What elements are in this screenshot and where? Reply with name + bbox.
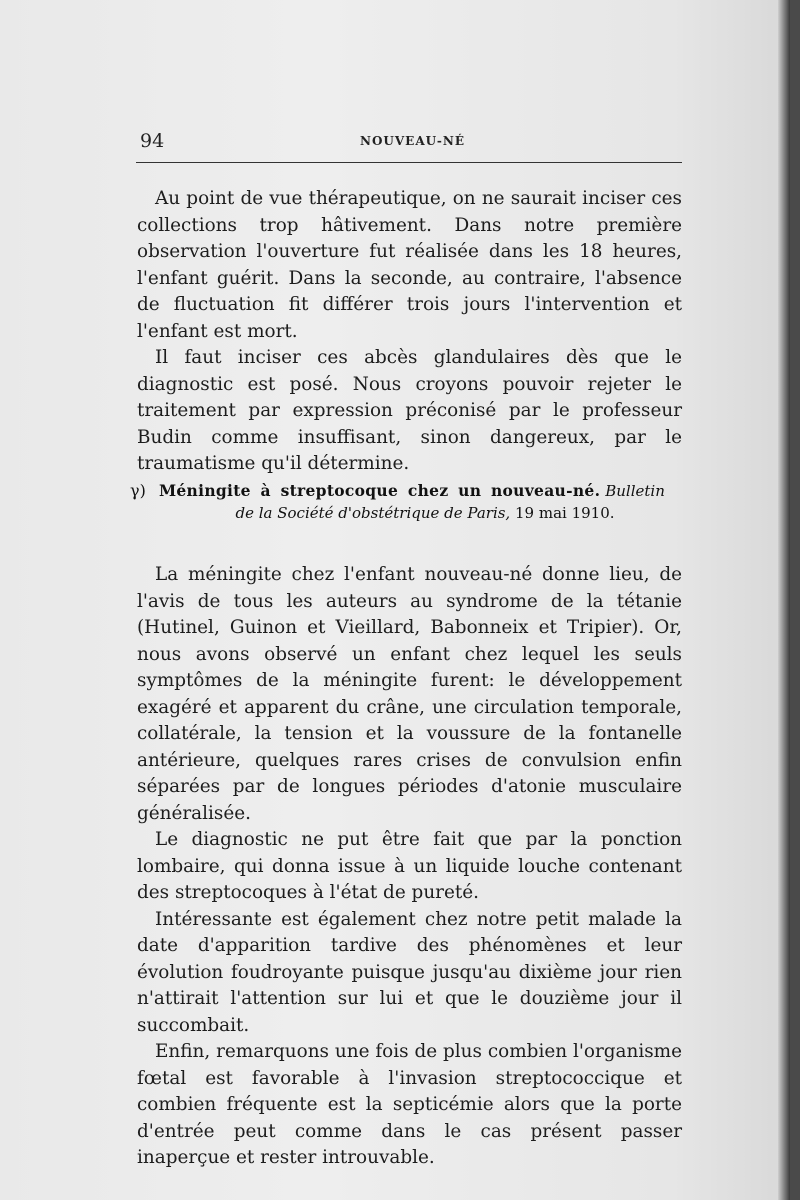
journal-name-start: Bulletin: [605, 482, 665, 500]
paragraph: Au point de vue thérapeutique, on ne saurait inciser ces collections trop hâtivement. Dans notre première observation l'ouverture fut réalisée dans les 18 heures, l'enfant guérit. Dans la seconde, au contraire, l'absence de fluctuation fit différer trois jours l'intervention et l'enfant est mort.: [137, 188, 682, 342]
paragraph: Il faut inciser ces abcès glandulaires dès que le diagnostic est posé. Nous croyons pouvoir rejeter le traitement par expression préconisé par le professeur Budin comme insuffisant, sinon dangereux, par le traumatisme qu'il détermine.: [137, 347, 682, 474]
section-marker: γ): [130, 481, 146, 500]
header-rule: [136, 162, 682, 163]
publication-date: 19 mai 1910.: [514, 504, 615, 522]
journal-name-rest: de la Société d'obstétrique de Paris,: [235, 504, 511, 522]
paragraph: La méningite chez l'enfant nouveau-né donne lieu, de l'avis de tous les auteurs au syndrome de la tétanie (Hutinel, Guinon et Vieillard, Babonneix et Tripier). Or, nous avons observé un enfant chez lequel les seuls symptômes de la méningite furent: le développement exagéré et apparent du crâne, une circulation temporale, collatérale, la tension et la voussure de la fontanelle antérieure, quelques rares crises de convulsion enfin séparées par de longues périodes d'atonie musculaire généralisée.: [137, 564, 682, 824]
section-heading: [130, 480, 690, 524]
page-edge-shadow: [778, 0, 790, 1200]
paragraph: Intéressante est également chez notre petit malade la date d'apparition tardive des phénomènes et leur évolution foudroyante puisque jusqu'au dixième jour rien n'attirait l'attention sur lui et que le douzième jour il succombait.: [137, 908, 682, 1036]
text-block-before: [137, 186, 682, 478]
section-title: Méningite à streptocoque chez un nouveau-né.: [158, 481, 601, 500]
page-header: [140, 128, 685, 158]
paragraph: Enfin, remarquons une fois de plus combien l'organisme fœtal est favorable à l'invasion streptococcique et combien fréquente est la septicémie alors que la porte d'entrée peut comme dans le cas présent passer inaperçue et rester introuvable.: [137, 1041, 682, 1168]
page-number: 94: [140, 130, 165, 152]
text-block-after: [137, 562, 682, 1172]
paragraph: Le diagnostic ne put être fait que par la ponction lombaire, qui donna issue à un liquide louche contenant des streptocoques à l'état de pureté.: [137, 829, 682, 903]
running-title: NOUVEAU-NÉ: [359, 134, 465, 148]
